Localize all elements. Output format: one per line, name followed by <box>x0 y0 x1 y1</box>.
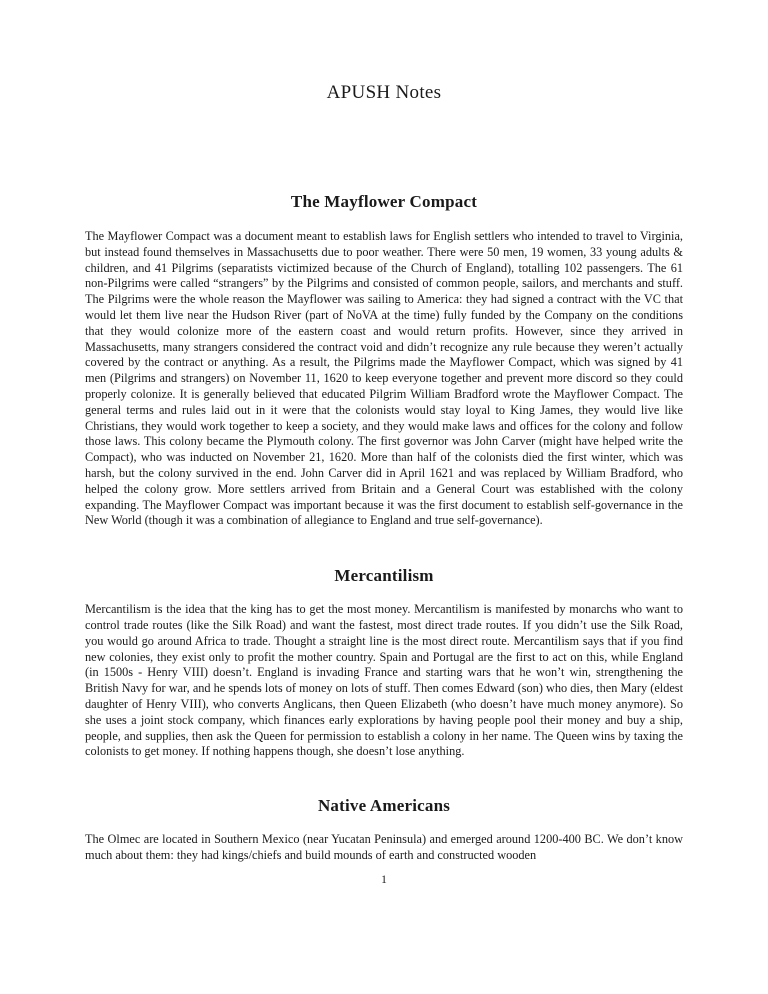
section-heading: Native Americans <box>317 796 451 816</box>
section-native-americans <box>85 796 683 864</box>
section-paragraph: The Mayflower Compact was a document meant to establish laws for English settlers who intended to travel to Virginia, but instead found themselves in Massachusetts due to poor weather. There were 50 men, 19 women, 33 young adults & children, and 41 Pilgrims (separatists victimized because of the Church of England), totalling 102 passengers. The 61 non-Pilgrims were called “strangers” by the Pilgrims and consisted of common people, sailors, and merchants and stuff. The Pilgrims were the whole reason the Mayflower was sailing to America: they had signed a contract with the VC that would let them live near the Hudson River (part of NoVA at the time) fully funded by the Company on the conditions that they would colonize more of the eastern coast and would return profits. However, since they arrived in Massachusetts, many strangers considered the contract void and didn’t recognize any rule because they weren’t actually covered by the contract or anything. As a result, the Pilgrims made the Mayflower Compact, which was signed by 41 men (Pilgrims and strangers) on November 11, 1620 to keep everyone together and prevent more discord so they could properly colonize. It is generally believed that educated Pilgrim William Bradford wrote the Mayflower Compact. The general terms and rules laid out in it were that the colonists would stay loyal to King James, they would live like Christians, they would work together to keep a society, and they would make laws and offices for the colony and follow those laws. This colony became the Plymouth colony. The first governor was John Carver (might have helped write the Compact), who was inducted on November 21, 1620. More than half of the colonists died the first winter, which was harsh, but the colony survived in the end. John Carver did in April 1621 and was replaced by William Bradford, who helped the colony grow. More settlers arrived from Britain and a General Court was established with the colony expanding. The Mayflower Compact was important because it was the first document to establish self-governance in the New World (though it was a combination of allegiance to England and true self-governance). <box>85 229 683 528</box>
section-mayflower-compact <box>85 192 683 529</box>
spacer <box>85 760 683 796</box>
section-heading: Mercantilism <box>334 566 434 586</box>
section-paragraph: Mercantilism is the idea that the king has to get the most money. Mercantilism is manifested by monarchs who want to control trade routes (like the Silk Road) and want the fastest, most direct trade routes. If you didn’t use the Silk Road, you would go around Africa to trade. Thought a straight line is the most direct route. Mercantilism says that if you find new colonies, they exist only to profit the mother country. Spain and Portugal are the first to act on this, while England (in 1500s - Henry VIII) doesn’t. England is invading France and starting wars that he won’t win, strengthening the British Navy for war, and he spends lots of money on lots of stuff. Then comes Edward (son) who dies, then Mary (eldest daughter of Henry VIII), who converts Anglicans, then Queen Elizabeth (who doesn’t have much money anymore). So she uses a joint stock company, which finances early explorations by having people pool their money and buy a ship, people, and supplies, then ask the Queen for permission to establish a colony in her name. The Queen wins by taxing the colonists to get money. If nothing happens though, she doesn’t lose anything. <box>85 602 683 759</box>
spacer <box>85 212 683 229</box>
section-paragraph: The Olmec are located in Southern Mexico (near Yucatan Peninsula) and emerged around 1200-400 BC. We don’t know much about them: they had kings/chiefs and build mounds of earth and constructed wooden <box>85 832 683 862</box>
page-number: 1 <box>381 874 387 886</box>
spacer <box>85 529 683 566</box>
spacer <box>85 586 683 602</box>
section-heading: The Mayflower Compact <box>290 192 478 211</box>
section-mercantilism <box>85 566 683 760</box>
spacer <box>85 104 683 192</box>
spacer <box>85 816 683 832</box>
page-title: APUSH Notes <box>326 82 442 103</box>
